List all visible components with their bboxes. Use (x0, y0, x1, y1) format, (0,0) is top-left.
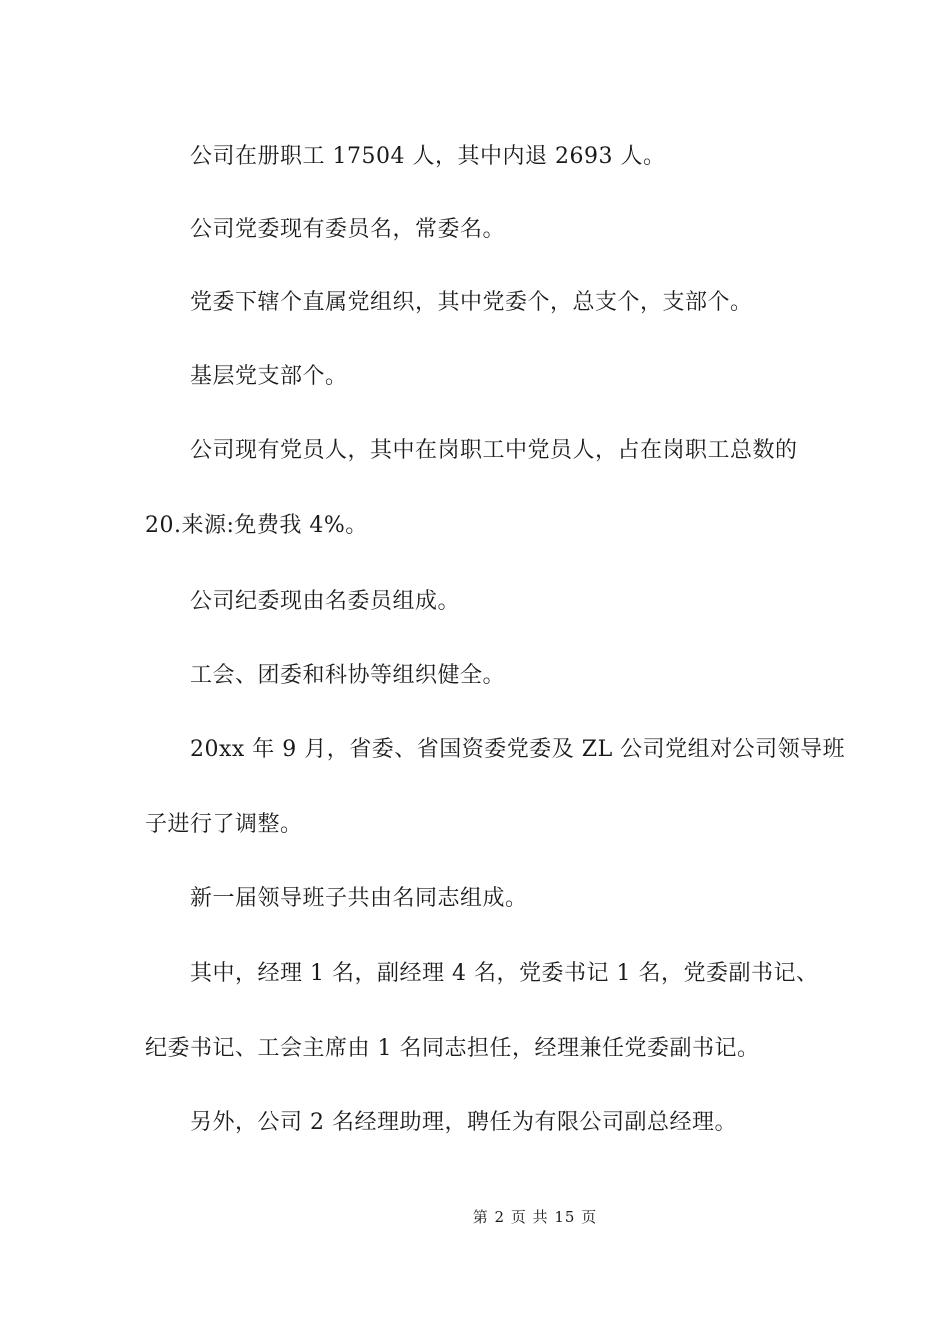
paragraph-leadership-roles-line1: 其中，经理 1 名，副经理 4 名，党委书记 1 名，党委副书记、 (190, 961, 819, 986)
paragraph-party-committee: 公司党委现有委员名，常委名。 (190, 217, 506, 242)
paragraph-leadership-adjustment-line2: 子进行了调整。 (145, 812, 303, 837)
page-number-footer: 第 2 页 共 15 页 (472, 1208, 598, 1226)
paragraph-party-members-line1: 公司现有党员人，其中在岗职工中党员人，占在岗职工总数的 (190, 438, 798, 463)
paragraph-leadership-adjustment-line1: 20xx 年 9 月，省委、省国资委党委及 ZL 公司党组对公司领导班 (190, 737, 846, 762)
paragraph-mass-organizations: 工会、团委和科协等组织健全。 (190, 663, 506, 688)
paragraph-party-organizations: 党委下辖个直属党组织，其中党委个，总支个，支部个。 (190, 290, 753, 315)
paragraph-grassroots-branches: 基层党支部个。 (190, 364, 348, 389)
paragraph-leadership-roles-line2: 纪委书记、工会主席由 1 名同志担任，经理兼任党委副书记。 (145, 1036, 760, 1061)
paragraph-party-members-line2: 20.来源:免费我 4%。 (145, 513, 368, 538)
paragraph-new-leadership: 新一届领导班子共由名同志组成。 (190, 886, 528, 911)
paragraph-discipline-committee: 公司纪委现由名委员组成。 (190, 589, 461, 614)
paragraph-staff-count: 公司在册职工 17504 人，其中内退 2693 人。 (190, 144, 666, 169)
paragraph-manager-assistants: 另外，公司 2 名经理助理，聘任为有限公司副总经理。 (190, 1110, 737, 1135)
